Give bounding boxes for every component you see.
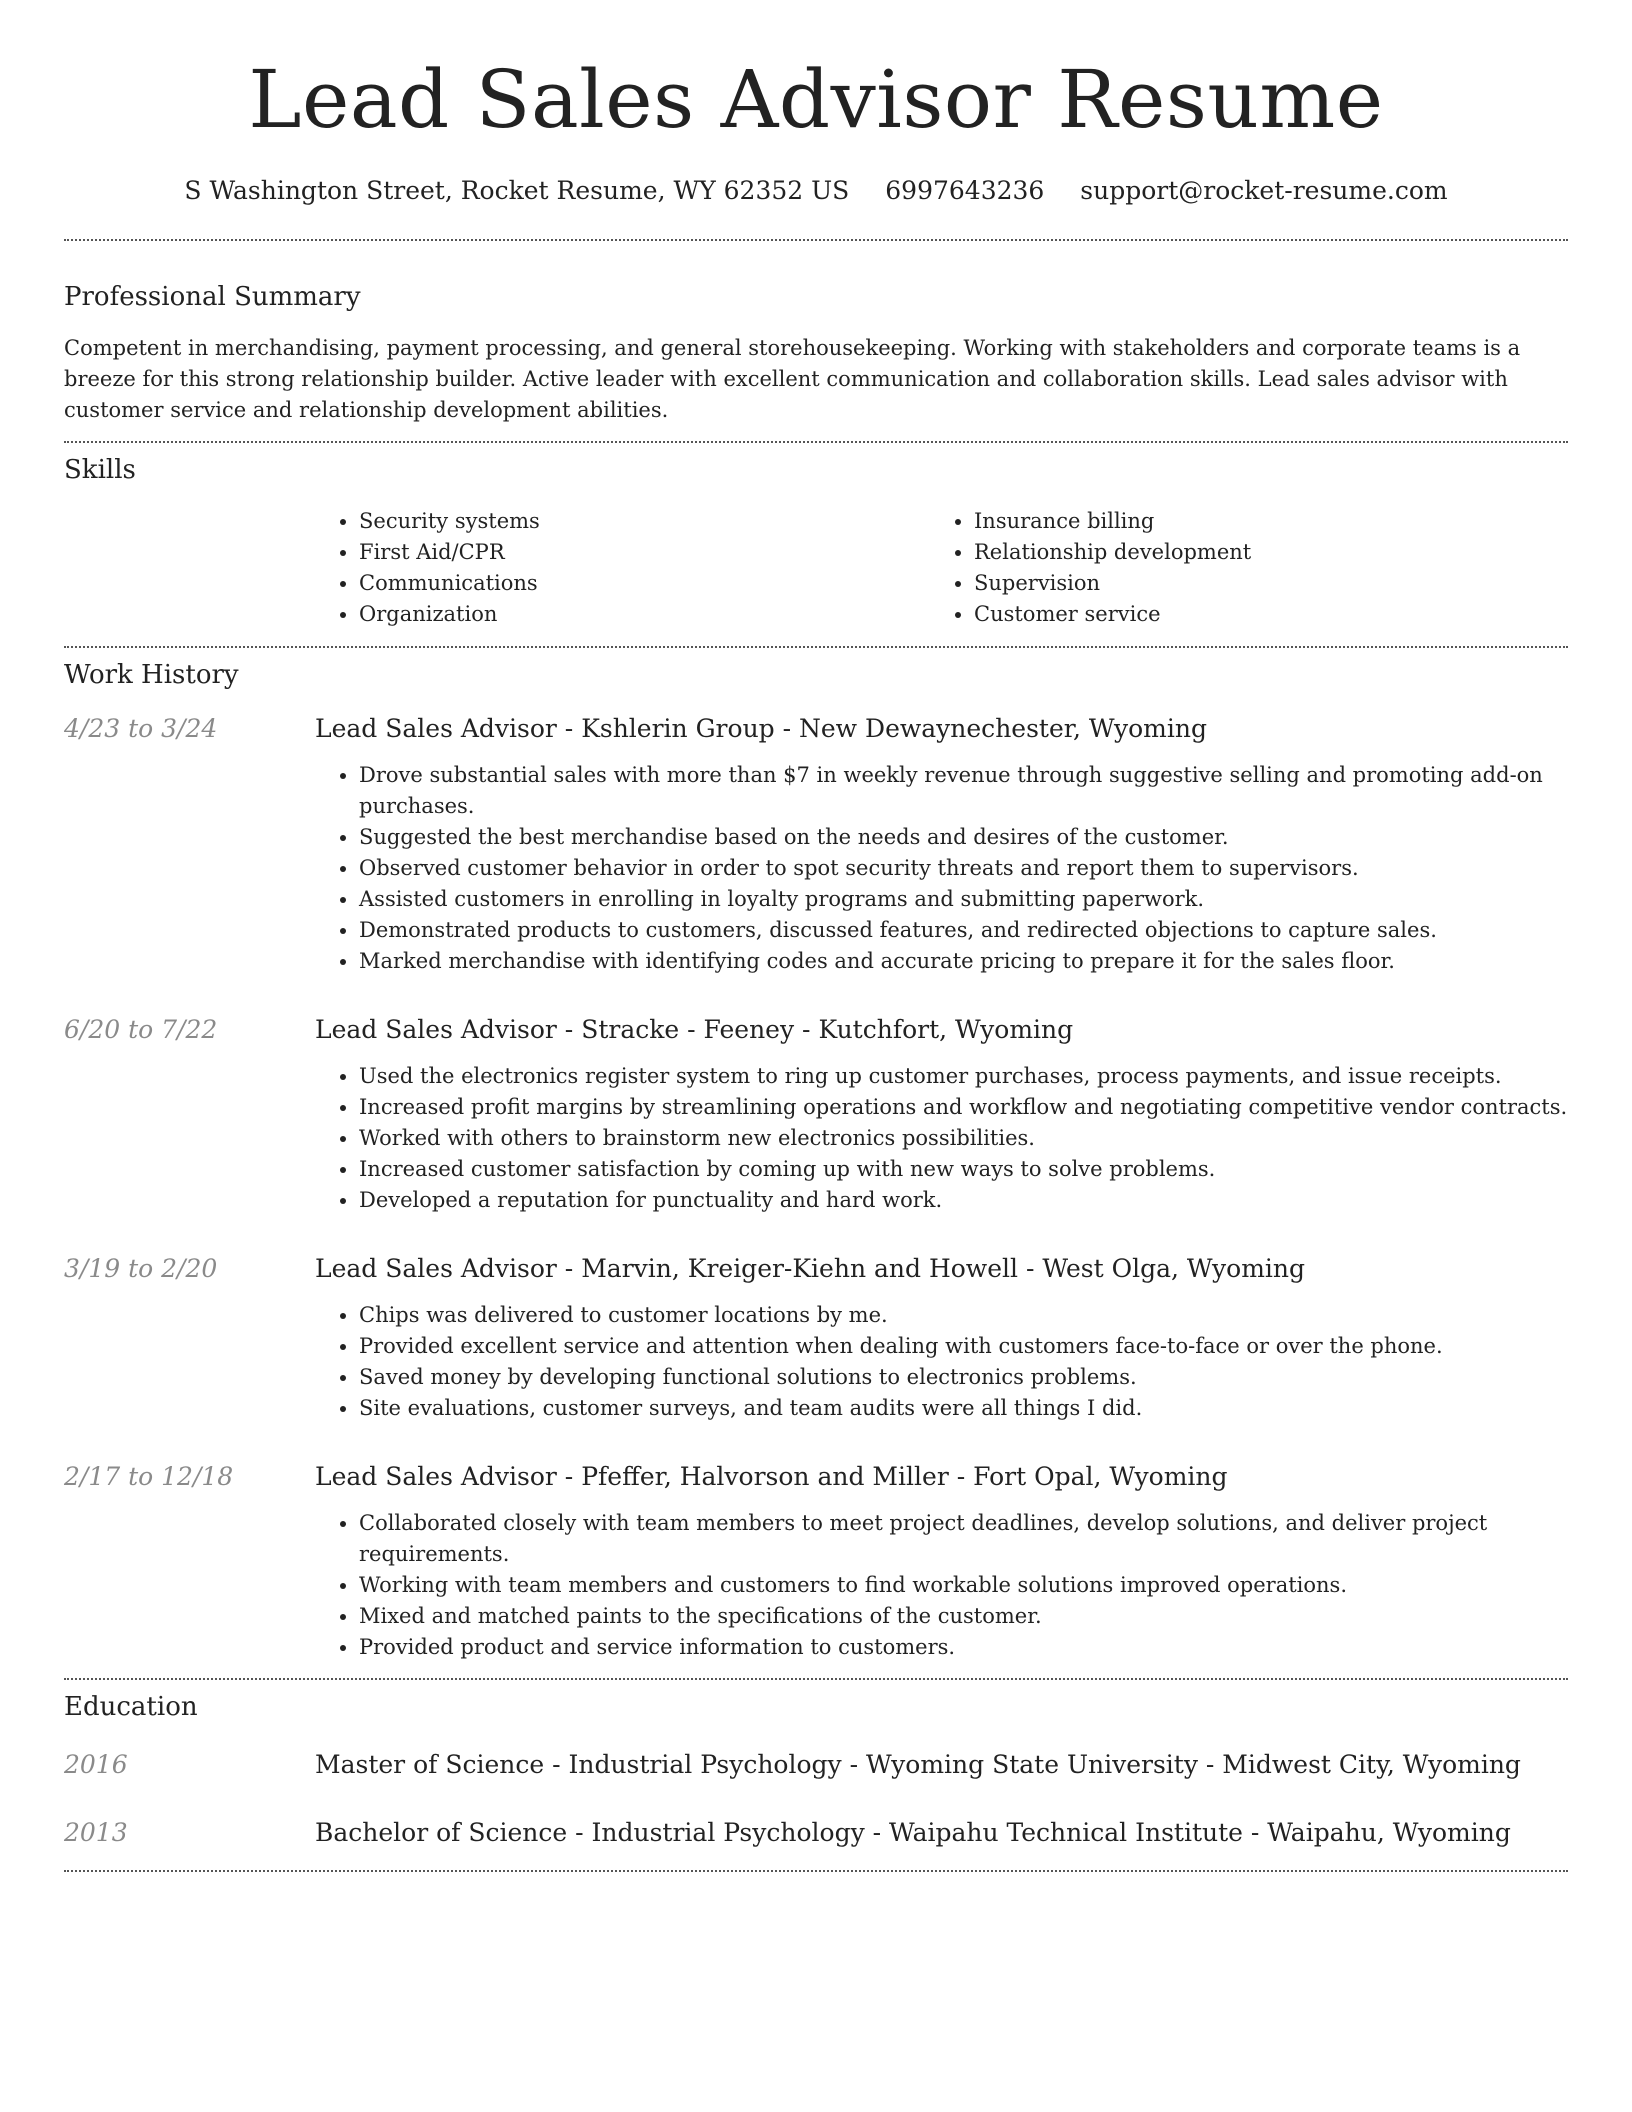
contact-line: [64, 174, 1568, 208]
job-dates: 2/17 to 12/18: [64, 1462, 234, 1491]
job-bullet: • Developed a reputation for punctuality and hard work.: [359, 1185, 1568, 1216]
job-bullet: • Demonstrated products to customers, discussed features, and redirected objections to capture sales.: [359, 915, 1568, 946]
skills-list-right: [930, 506, 1530, 630]
job-entry: [64, 1013, 1568, 1216]
skill-item: • First Aid/CPR: [359, 537, 930, 568]
work-history-section: [64, 658, 1568, 1663]
work-history-heading: Work History: [64, 660, 239, 690]
divider: [64, 441, 1568, 443]
skills-grid: [315, 506, 1568, 630]
skill-item: • Security systems: [359, 506, 930, 537]
skills-list-left: [315, 506, 930, 630]
education-detail: Bachelor of Science - Industrial Psychology - Waipahu Technical Institute - Waipahu, Wyoming: [315, 1818, 1511, 1847]
job-bullet: • Increased customer satisfaction by coming up with new ways to solve problems.: [359, 1154, 1568, 1185]
job-title: Lead Sales Advisor - Pfeffer, Halvorson and Miller - Fort Opal, Wyoming: [315, 1462, 1228, 1491]
summary-heading: Professional Summary: [64, 282, 361, 312]
job-bullet: • Marked merchandise with identifying codes and accurate pricing to prepare it for the sales floor.: [359, 946, 1568, 977]
divider: [64, 1678, 1568, 1680]
job-bullets: [315, 1061, 1568, 1216]
skills-heading: Skills: [64, 455, 136, 485]
job-bullet: • Collaborated closely with team members to meet project deadlines, develop solutions, and deliver project requirements.: [359, 1508, 1568, 1570]
contact-email: support@rocket-resume.com: [1080, 176, 1448, 205]
divider: [64, 1870, 1568, 1872]
job-entry: [64, 1460, 1568, 1663]
skill-item: • Customer service: [974, 599, 1530, 630]
education-detail: Master of Science - Industrial Psychology - Wyoming State University - Midwest City, Wyoming: [315, 1750, 1521, 1779]
job-title: Lead Sales Advisor - Kshlerin Group - New Dewaynechester, Wyoming: [315, 714, 1207, 743]
job-bullet: • Drove substantial sales with more than $7 in weekly revenue through suggestive selling and promoting add-on purchases.: [359, 760, 1568, 822]
resume-title: Lead Sales Advisor Resume: [248, 53, 1384, 146]
skill-item: • Supervision: [974, 568, 1530, 599]
job-title: Lead Sales Advisor - Marvin, Kreiger-Kiehn and Howell - West Olga, Wyoming: [315, 1254, 1306, 1283]
skills-section: [64, 453, 1568, 630]
job-bullet: • Site evaluations, customer surveys, and team audits were all things I did.: [359, 1393, 1568, 1424]
job-bullet: • Assisted customers in enrolling in loyalty programs and submitting paperwork.: [359, 884, 1568, 915]
job-bullet: • Mixed and matched paints to the specifications of the customer.: [359, 1601, 1568, 1632]
job-dates: 6/20 to 7/22: [64, 1015, 218, 1044]
job-bullet: • Suggested the best merchandise based on the needs and desires of the customer.: [359, 822, 1568, 853]
job-bullet: • Provided excellent service and attention when dealing with customers face-to-face or over the phone.: [359, 1331, 1568, 1362]
job-dates: 4/23 to 3/24: [64, 714, 218, 743]
job-bullet: • Worked with others to brainstorm new electronics possibilities.: [359, 1123, 1568, 1154]
job-bullet: • Provided product and service information to customers.: [359, 1632, 1568, 1663]
job-bullet: • Saved money by developing functional solutions to electronics problems.: [359, 1362, 1568, 1393]
education-entry: [64, 1748, 1568, 1782]
contact-phone: 6997643236: [885, 176, 1045, 205]
job-bullet: • Used the electronics register system to ring up customer purchases, process payments, and issue receipts.: [359, 1061, 1568, 1092]
job-entry: [64, 1252, 1568, 1424]
job-bullets: [315, 1300, 1568, 1424]
divider: [64, 239, 1568, 241]
skill-item: • Communications: [359, 568, 930, 599]
job-bullets: [315, 760, 1568, 977]
education-section: [64, 1690, 1568, 1850]
job-bullet: • Increased profit margins by streamlining operations and workflow and negotiating competitive vendor contracts.: [359, 1092, 1568, 1123]
summary-section: [64, 280, 1568, 426]
education-heading: Education: [64, 1692, 198, 1722]
divider: [64, 646, 1568, 648]
job-title: Lead Sales Advisor - Stracke - Feeney - Kutchfort, Wyoming: [315, 1015, 1074, 1044]
job-dates: 3/19 to 2/20: [64, 1254, 218, 1283]
contact-address: S Washington Street, Rocket Resume, WY 62352 US: [184, 176, 850, 205]
education-entry: [64, 1816, 1568, 1850]
job-bullet: • Chips was delivered to customer locations by me.: [359, 1300, 1568, 1331]
job-entry: [64, 712, 1568, 977]
summary-text: Competent in merchandising, payment processing, and general storehousekeeping. Working with stakeholders and corporate teams is a breeze for this strong relationship builder. Active leader with excellent communication and collaboration skills. Lead sales advisor with customer service and relationship development abilities.: [64, 336, 1521, 422]
job-bullet: • Observed customer behavior in order to spot security threats and report them to supervisors.: [359, 853, 1568, 884]
job-bullet: • Working with team members and customers to find workable solutions improved operations.: [359, 1570, 1568, 1601]
education-year: 2016: [64, 1750, 128, 1779]
skill-item: • Organization: [359, 599, 930, 630]
skill-item: • Insurance billing: [974, 506, 1530, 537]
education-year: 2013: [64, 1818, 128, 1847]
job-bullets: [315, 1508, 1568, 1663]
skill-item: • Relationship development: [974, 537, 1530, 568]
